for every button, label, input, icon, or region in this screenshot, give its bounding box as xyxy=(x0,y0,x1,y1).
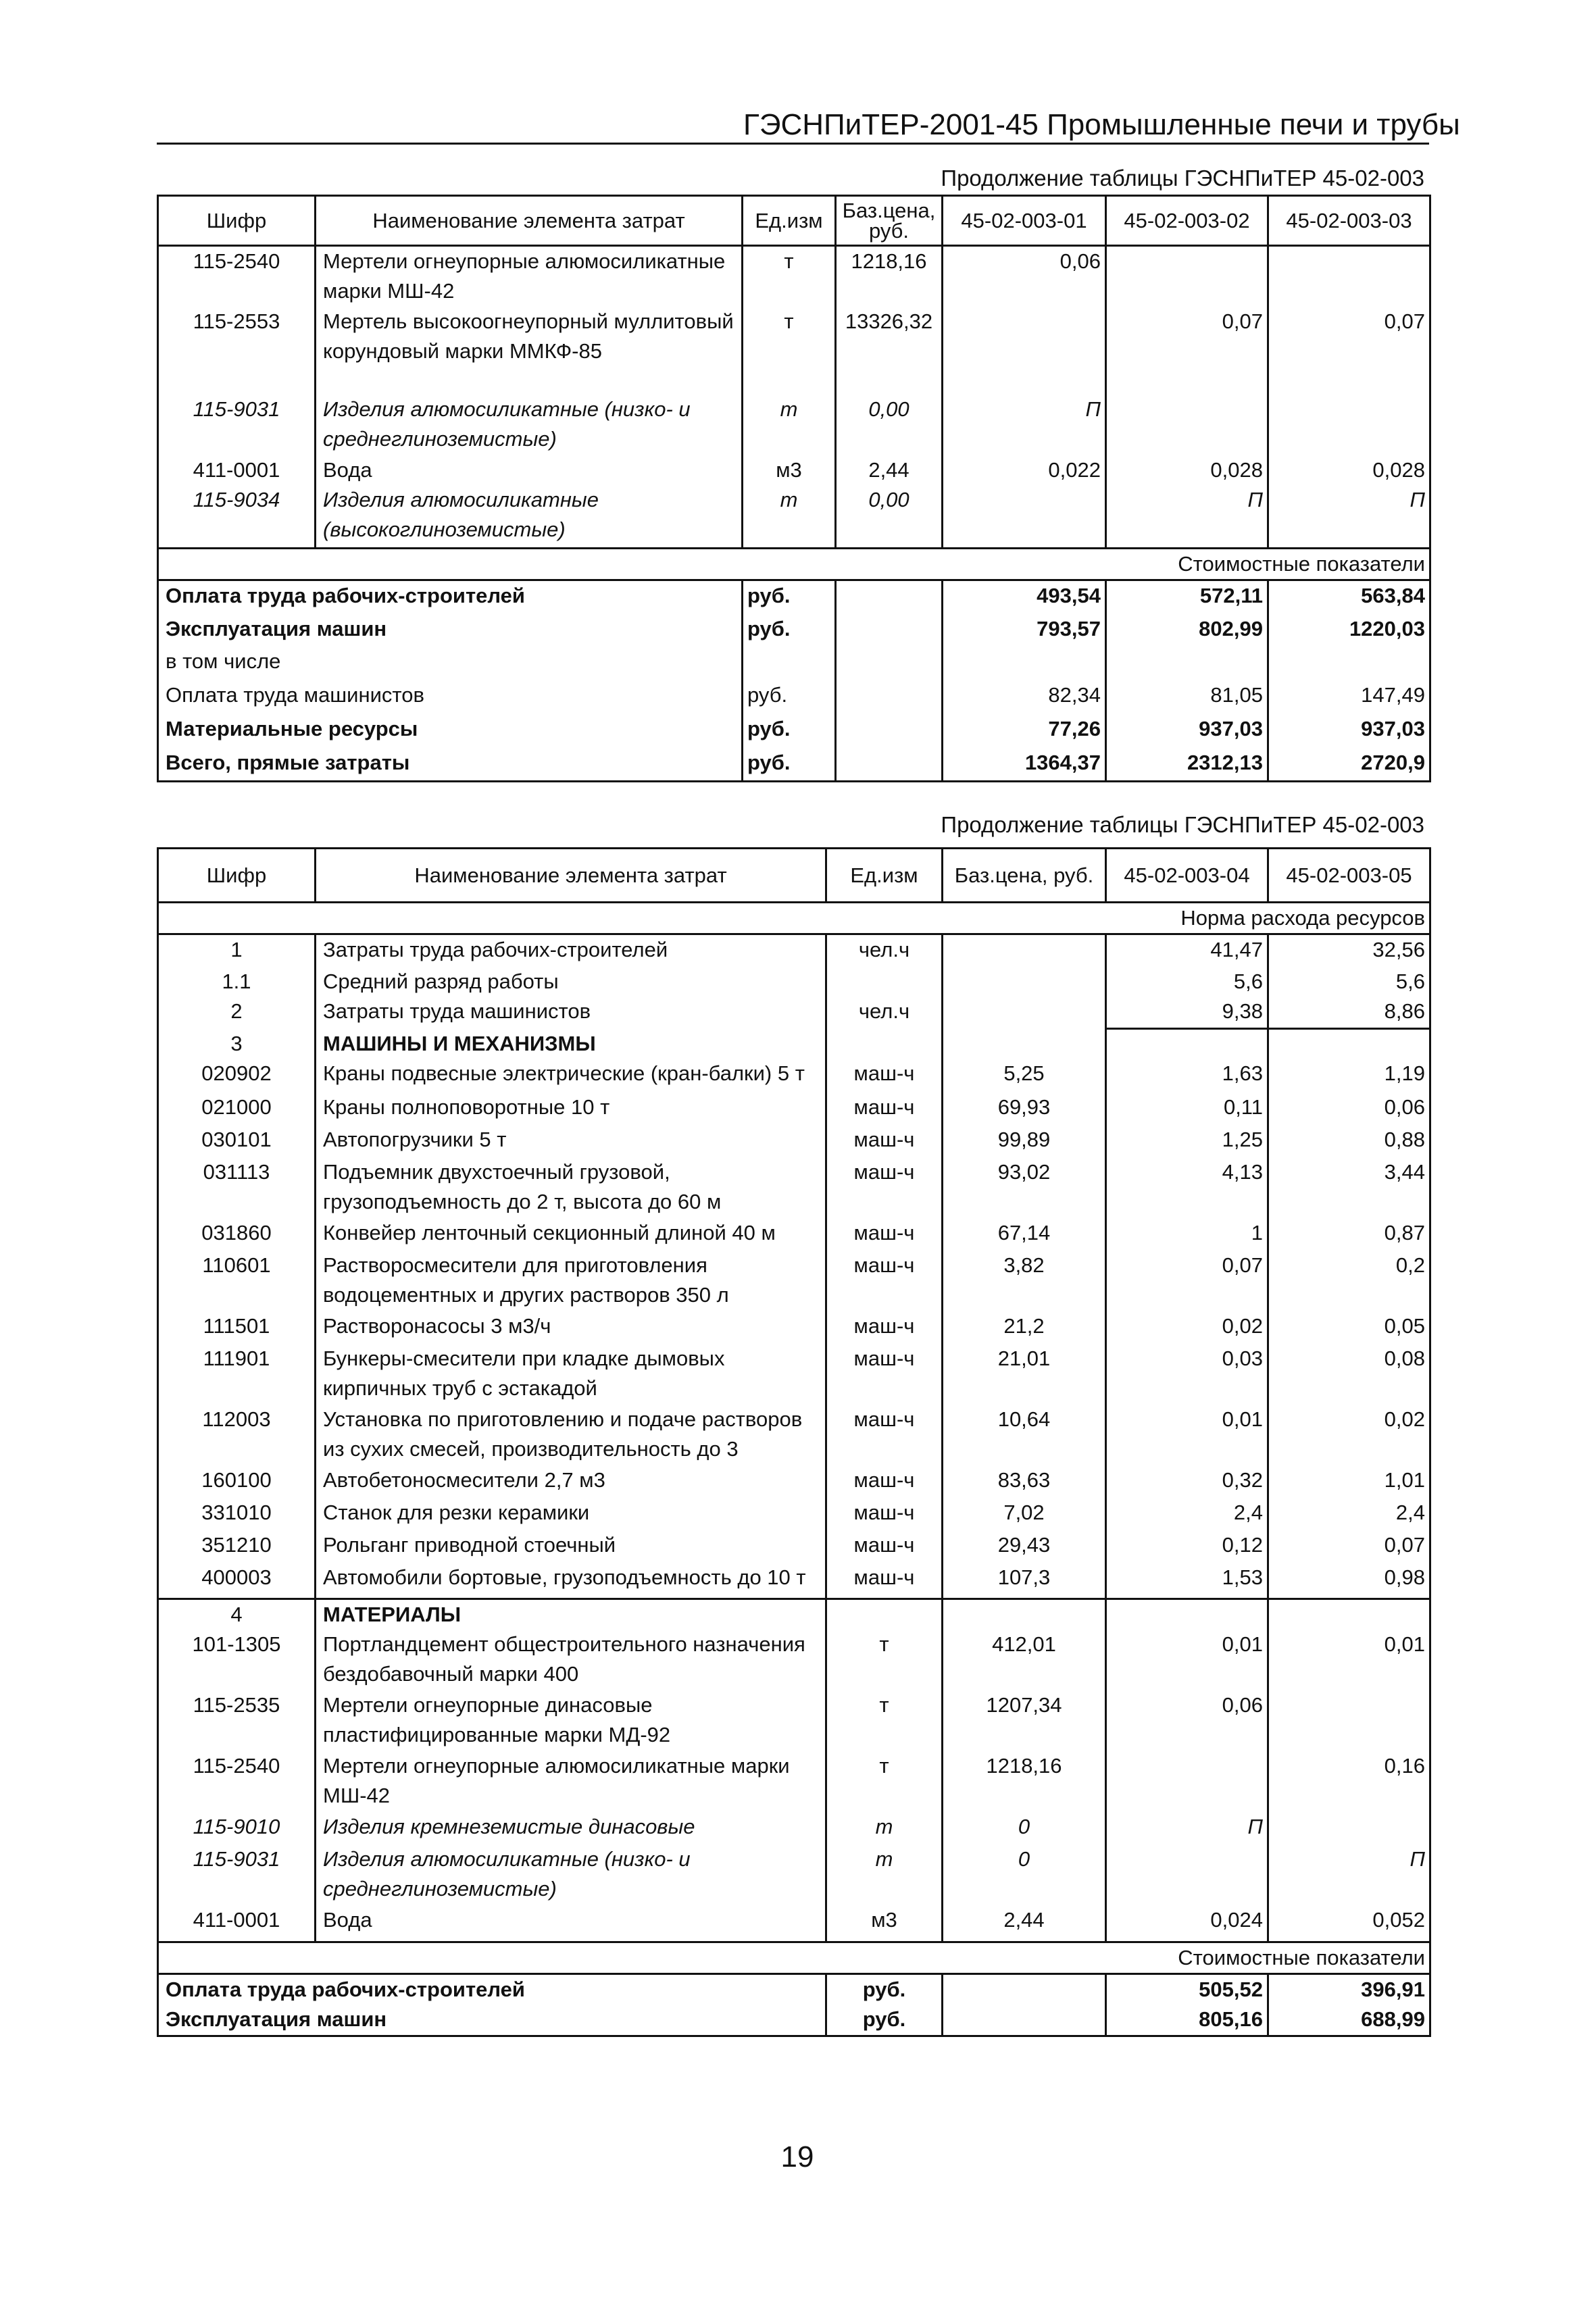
table-row: 115-9010 Изделия кремнеземистые динасовые т 0 П xyxy=(158,1812,1430,1844)
t2-cost-band: Стоимостные показатели xyxy=(158,1942,1430,1973)
table-row: 1.1 Средний разряд работы 5,6 5,6 xyxy=(158,967,1430,997)
table-row: 020902 Краны подвесные электрические (кран-балки) 5 т маш-ч 5,25 1,63 1,19 xyxy=(158,1059,1430,1092)
t2-col-price: Баз.цена, руб. xyxy=(943,849,1106,903)
resource-table-1 xyxy=(157,195,1431,782)
t1-col-code: Шифр xyxy=(158,196,316,246)
t2-col-v2: 45-02-003-05 xyxy=(1268,849,1430,903)
table-row: Материальные ресурсы руб. 77,26 937,03 937,03 xyxy=(158,714,1430,748)
table-row: 115-9031 Изделия алюмосиликатные (низко- и среднеглиноземистые) т 0,00 П xyxy=(158,395,1430,455)
table-row: 2 Затраты труда машинистов чел.ч 9,38 8,86 xyxy=(158,997,1430,1029)
table-row: Оплата труда рабочих-строителей руб. 493,54 572,11 563,84 xyxy=(158,580,1430,614)
table-row: 115-2540 Мертели огнеупорные алюмосиликатные марки МШ-42 т 1218,16 0,16 xyxy=(158,1751,1430,1812)
table-row: 351210 Рольганг приводной стоечный маш-ч 29,43 0,12 0,07 xyxy=(158,1530,1430,1563)
header-rule xyxy=(157,143,1429,145)
table-row: Всего, прямые затраты руб. 1364,37 2312,13 2720,9 xyxy=(158,748,1430,782)
table-row: 3 МАШИНЫ И МЕХАНИЗМЫ xyxy=(158,1029,1430,1059)
t1-col-price: Баз.цена, руб. xyxy=(836,196,943,246)
page-number: 19 xyxy=(780,2140,814,2173)
table-row: 110601 Растворосмесители для приготовления водоцементных и других растворов 350 л маш-ч 3,82 0,07 0,2 xyxy=(158,1251,1430,1311)
t2-col-code: Шифр xyxy=(158,849,316,903)
t2-norm-band: Норма расхода ресурсов xyxy=(158,903,1430,934)
table-row: Эксплуатация машин руб. 793,57 802,99 1220,03 xyxy=(158,614,1430,647)
table-row: в том числе xyxy=(158,647,1430,680)
table-row: 331010 Станок для резки керамики маш-ч 7,02 2,4 2,4 xyxy=(158,1498,1430,1530)
table-row: 112003 Установка по приготовлению и подаче растворов из сухих смесей, производительность до 3 маш-ч 10,64 0,01 0,02 xyxy=(158,1405,1430,1465)
t1-cost-band: Стоимостные показатели xyxy=(158,549,1430,580)
t1-col-name: Наименование элемента затрат xyxy=(316,196,743,246)
table-row: 030101 Автопогрузчики 5 т маш-ч 99,89 1,25 0,88 xyxy=(158,1125,1430,1157)
t2-col-name: Наименование элемента затрат xyxy=(316,849,826,903)
page-header-title: ГЭСНПиТЕР-2001-45 Промышленные печи и трубы xyxy=(743,108,1460,141)
table-row: 115-9031 Изделия алюмосиликатные (низко- и среднеглиноземистые) т 0 П xyxy=(158,1844,1430,1905)
t2-col-unit: Ед.изм xyxy=(826,849,943,903)
t1-col-v3: 45-02-003-03 xyxy=(1268,196,1430,246)
table-row: 031113 Подъемник двухстоечный грузовой, грузоподъемность до 2 т, высота до 60 м маш-ч 93,02 4,13 3,44 xyxy=(158,1157,1430,1218)
table-row: Оплата труда машинистов руб. 82,34 81,05 147,49 xyxy=(158,680,1430,714)
table-row: 115-9034 Изделия алюмосиликатные (высокоглиноземистые) т 0,00 П П xyxy=(158,485,1430,549)
table-row: Эксплуатация машин руб. 805,16 688,99 xyxy=(158,2005,1430,2036)
table-row: 4 МАТЕРИАЛЫ xyxy=(158,1599,1430,1630)
table-row: 111501 Растворонасосы 3 м3/ч маш-ч 21,2 0,02 0,05 xyxy=(158,1311,1430,1344)
table-row: 411-0001 Вода м3 2,44 0,022 0,028 0,028 xyxy=(158,455,1430,485)
t1-col-v1: 45-02-003-01 xyxy=(943,196,1106,246)
t2-col-v1: 45-02-003-04 xyxy=(1106,849,1268,903)
table-row: 160100 Автобетоносмесители 2,7 м3 маш-ч 83,63 0,32 1,01 xyxy=(158,1465,1430,1498)
table-row: 101-1305 Портландцемент общестроительного назначения бездобавочный марки 400 т 412,01 0,01 0,01 xyxy=(158,1630,1430,1690)
table-row: 411-0001 Вода м3 2,44 0,024 0,052 xyxy=(158,1905,1430,1942)
t1-col-unit: Ед.изм xyxy=(743,196,836,246)
table-row: Оплата труда рабочих-строителей руб. 505,52 396,91 xyxy=(158,1973,1430,2005)
table-row: 021000 Краны полноповоротные 10 т маш-ч 69,93 0,11 0,06 xyxy=(158,1092,1430,1125)
table-row: 115-2553 Мертель высокоогнеупорный муллитовый корундовый марки ММКФ-85 т 13326,32 0,07 0,07 xyxy=(158,307,1430,395)
table-row: 400003 Автомобили бортовые, грузоподъемность до 10 т маш-ч 107,3 1,53 0,98 xyxy=(158,1563,1430,1599)
resource-table-2 xyxy=(157,847,1431,2037)
table-row: 031860 Конвейер ленточный секционный длиной 40 м маш-ч 67,14 1 0,87 xyxy=(158,1218,1430,1251)
table1-continuation: Продолжение таблицы ГЭСНПиТЕР 45-02-003 xyxy=(941,166,1424,191)
table-row: 115-2535 Мертели огнеупорные динасовые пластифицированные марки МД-92 т 1207,34 0,06 xyxy=(158,1690,1430,1751)
table2-continuation: Продолжение таблицы ГЭСНПиТЕР 45-02-003 xyxy=(941,812,1424,837)
table-row: 111901 Бункеры-смесители при кладке дымовых кирпичных труб с эстакадой маш-ч 21,01 0,03 0,08 xyxy=(158,1344,1430,1405)
t1-col-v2: 45-02-003-02 xyxy=(1106,196,1268,246)
table-row: 1 Затраты труда рабочих-строителей чел.ч 41,47 32,56 xyxy=(158,934,1430,967)
table-row: 115-2540 Мертели огнеупорные алюмосиликатные марки МШ-42 т 1218,16 0,06 xyxy=(158,246,1430,307)
